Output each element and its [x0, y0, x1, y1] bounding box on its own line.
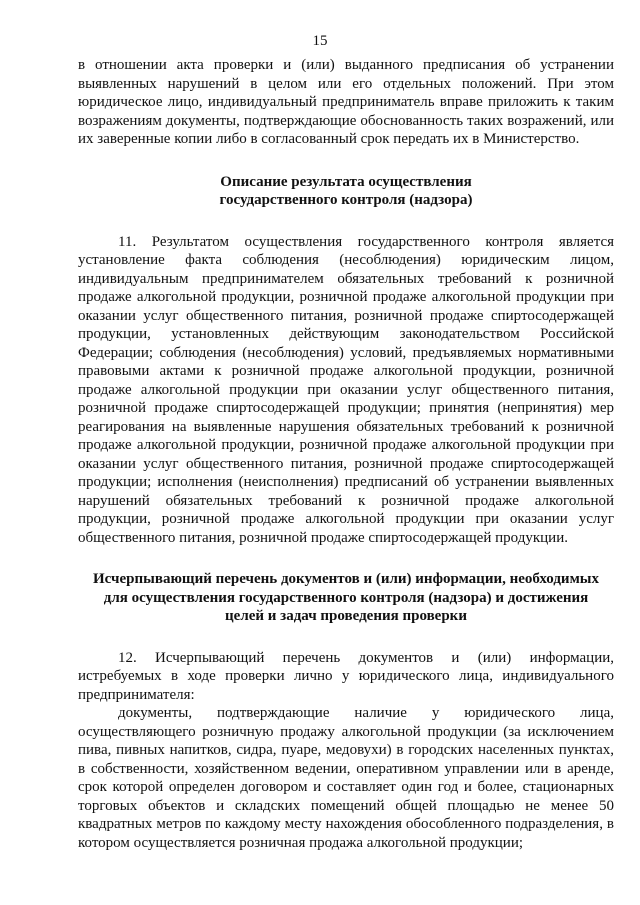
- spacer: [78, 626, 614, 649]
- heading-line: государственного контроля (надзора): [219, 192, 473, 208]
- paragraph-12-documents: документы, подтверждающие наличие у юридического лица, осуществляющего розничную продажу алкогольной продукции (за исключением пива, пивных напитков, сидра, пуаре, медовухи) в городских населенных пунктах, в собственности, хозяйственном ведении, оперативном управлении или в аренде, срок которой определен договором и составляет один год и более, стационарных торговых объектов и складских помещений общей площадью не менее 50 квадратных метров по каждому месту нахождения обособленного подразделения, в котором осуществляется розничная продажа алкогольной продукции;: [78, 705, 614, 851]
- spacer: [78, 547, 614, 570]
- heading-line: Описание результата осуществления: [220, 173, 472, 190]
- spacer: [78, 210, 614, 233]
- heading-line: для осуществления государственного контроля (надзора) и достижения: [103, 589, 589, 606]
- spacer: [78, 149, 614, 173]
- section-heading-documents: [78, 570, 614, 626]
- paragraph-12: 12. Исчерпывающий перечень документов и (или) информации, истребуемых в ходе проверки лично у юридического лица, индивидуального предпринимателя:: [78, 649, 614, 703]
- paragraph-11: 11. Результатом осуществления государственного контроля является установление факта соблюдения (несоблюдения) юридическим лицом, индивидуальным предпринимателем обязательных требований к розничной продаже алкогольной продукции, розничной продаже алкогольной продукции при оказании услуг общественного питания, розничной продаже спиртосодержащей продукции, установленных действующим законодательством Российской Федерации; соблюдения (несоблюдения) условий, предъявляемых нормативными правовыми актами к розничной продаже алкогольной продукции, розничной продаже алкогольной продукции при оказании услуг общественного питания, розничной продаже спиртосодержащей продукции; принятия (непринятия) мер реагирования на выявленные нарушения обязательных требований к розничной продаже алкогольной продукции, розничной продаже алкогольной продукции при оказании услуг общественного питания, розничной продаже спиртосодержащей продукции; исполнения (неисполнения) предписаний об устранении выявленных нарушений обязательных требований к розничной продаже алкогольной продукции, розничной продаже алкогольной продукции при оказании услуг общественного питания, розничной продаже спиртосодержащей продукции.: [78, 233, 614, 546]
- heading-line: целей и задач проведения проверки: [225, 608, 467, 624]
- section-heading-result: [78, 173, 614, 210]
- paragraph-intro: в отношении акта проверки и (или) выданного предписания об устранении выявленных нарушений в целом или его отдельных положений. При этом юридическое лицо, индивидуальный предприниматель вправе приложить к таким возражениям документы, подтверждающие обоснованность таких возражений, или их заверенные копии либо в согласованный срок передать их в Министерство.: [78, 57, 614, 147]
- heading-line: Исчерпывающий перечень документов и (или) информации, необходимых: [93, 571, 599, 587]
- page-content: [78, 56, 614, 852]
- page-number: 15: [312, 33, 328, 49]
